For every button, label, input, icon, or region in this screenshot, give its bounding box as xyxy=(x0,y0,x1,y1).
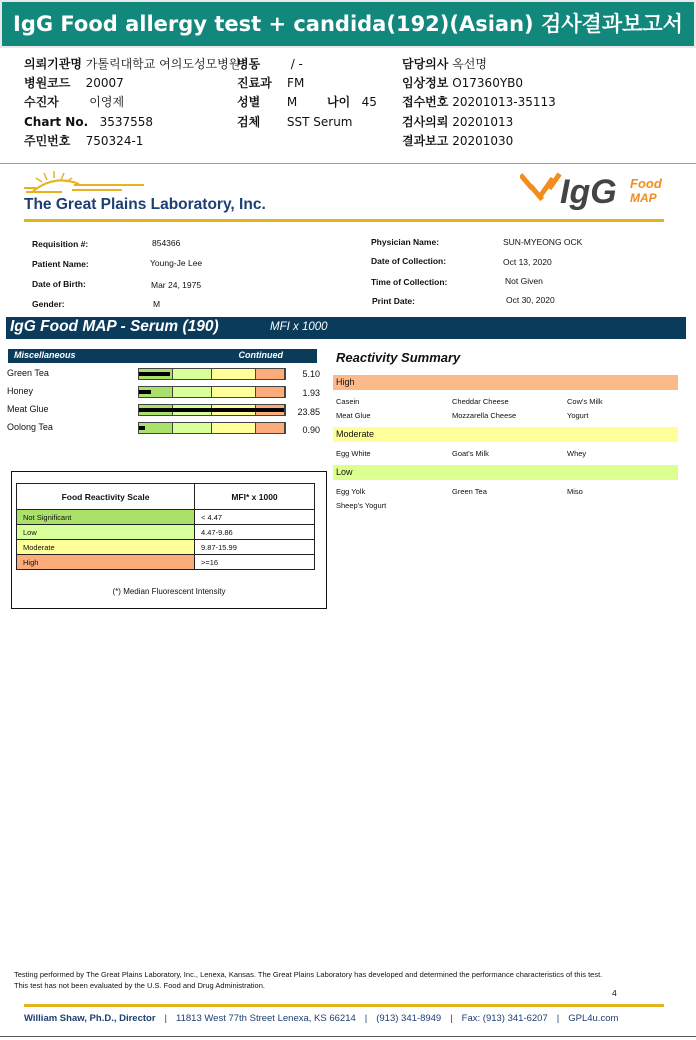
reactivity-scale-table xyxy=(16,483,315,570)
reactivity-scale-bar xyxy=(138,368,286,380)
summary-item: Goat's Milk xyxy=(452,449,489,458)
header-field-sex: 성별 M xyxy=(237,95,298,109)
food-value-bar xyxy=(139,372,170,376)
summary-item: Mozzarella Cheese xyxy=(452,411,517,420)
misc-header xyxy=(8,349,317,363)
scale-level: Moderate xyxy=(17,540,195,555)
food-value-bar xyxy=(139,390,151,394)
header-field-age: 나이 45 xyxy=(327,95,377,109)
summary-item: Miso xyxy=(567,487,583,496)
disclaimer: Testing performed by The Great Plains Laboratory, Inc., Lenexa, Kansas. The Great Plains Laboratory has developed and determined the performance characteristics of this test. This test has not been evaluated by the U.S. Food and Drug Administration. xyxy=(14,970,603,990)
header-field-resident-no: 주민번호 750324-1 xyxy=(24,134,144,148)
summary-title: Reactivity Summary xyxy=(336,350,461,365)
bottom-border xyxy=(0,1036,696,1037)
footer: William Shaw, Ph.D., Director | 11813 West 77th Street Lenexa, KS 66214 | (913) 341-8949 | Fax: (913) 341-6207 | GPL4u.com xyxy=(24,1013,619,1024)
gender-value: M xyxy=(153,299,161,309)
summary-band-moderate: Moderate xyxy=(333,427,678,442)
requisition-value: 854366 xyxy=(152,238,181,248)
collection-date-label: Date of Collection: xyxy=(371,256,447,266)
patient-name-label: Patient Name: xyxy=(32,259,89,269)
scale-col-header: Food Reactivity Scale xyxy=(17,484,195,510)
summary-item: Yogurt xyxy=(567,411,589,420)
footer-address: 11813 West 77th Street Lenexa, KS 66214 xyxy=(176,1013,356,1024)
food-name: Honey xyxy=(7,386,34,396)
food-value-bar xyxy=(139,426,145,430)
header-field-specimen: 검체 SST Serum xyxy=(237,115,353,129)
section-units: MFI x 1000 xyxy=(270,321,328,333)
scale-range: 4.47-9.86 xyxy=(195,525,315,540)
scale-level: Not Significant xyxy=(17,510,195,525)
summary-item: Egg White xyxy=(336,449,371,458)
summary-band-high: High xyxy=(333,375,678,390)
section-header xyxy=(6,317,686,339)
food-value: 5.10 xyxy=(302,369,320,379)
antibody-icon xyxy=(520,170,564,210)
requisition-label: Requisition #: xyxy=(32,239,89,249)
mfi-col-header: MFI* x 1000 xyxy=(195,484,315,510)
scale-range: 9.87-15.99 xyxy=(195,540,315,555)
summary-item: Cheddar Cheese xyxy=(452,397,509,406)
food-name: Oolong Tea xyxy=(7,422,53,432)
header-field-receipt-no: 접수번호 20201013-35113 xyxy=(402,95,556,109)
reactivity-scale-bar xyxy=(138,386,286,398)
footer-web[interactable]: GPL4u.com xyxy=(568,1013,619,1024)
scale-level: Low xyxy=(17,525,195,540)
header-field-doctor: 담당의사 옥선명 xyxy=(402,57,487,71)
food-value: 0.90 xyxy=(302,425,320,435)
food-value: 1.93 xyxy=(302,388,320,398)
scale-range: < 4.47 xyxy=(195,510,315,525)
food-value-bar xyxy=(139,408,284,412)
footer-director: William Shaw, Ph.D., Director xyxy=(24,1013,156,1024)
footer-fax: Fax: (913) 341-6207 xyxy=(461,1013,548,1024)
summary-item: Egg Yolk xyxy=(336,487,366,496)
scale-level: High xyxy=(17,555,195,570)
print-date-label: Print Date: xyxy=(372,296,415,306)
summary-item: Sheep's Yogurt xyxy=(336,501,387,510)
logo-igg-text: IgG xyxy=(560,173,617,211)
reactivity-scale-bar xyxy=(138,422,286,434)
reactivity-scale-bar xyxy=(138,404,286,416)
collection-time-value: Not Given xyxy=(505,276,543,286)
header-field-hospital-code: 병원코드 20007 xyxy=(24,76,124,90)
header-field-ward: 병동 / - xyxy=(237,57,303,71)
misc-continued: Continued xyxy=(238,350,283,360)
scale-row xyxy=(17,510,315,525)
logo-food-text: Food xyxy=(630,176,662,191)
header-field-report-date: 결과보고 20201030 xyxy=(402,134,514,148)
header-field-chart-no: Chart No. 3537558 xyxy=(24,115,154,129)
header-field-department: 진료과 FM xyxy=(237,76,305,90)
summary-band-low: Low xyxy=(333,465,678,480)
report-title: IgG Food allergy test + candida(192)(Asian) 검사결과보고서 xyxy=(0,0,696,48)
summary-item: Green Tea xyxy=(452,487,487,496)
collection-date-value: Oct 13, 2020 xyxy=(503,257,552,267)
patient-name-value: Young-Je Lee xyxy=(150,258,203,268)
igg-food-map-logo xyxy=(520,170,670,220)
sunrise-logo-icon xyxy=(24,170,144,196)
summary-item: Cow's Milk xyxy=(567,397,603,406)
scale-footnote: (*) Median Fluorescent Intensity xyxy=(112,587,226,596)
page-number: 4 xyxy=(612,988,617,998)
summary-item: Casein xyxy=(336,397,360,406)
food-value: 23.85 xyxy=(297,407,320,417)
header-divider xyxy=(0,163,696,164)
section-title: IgG Food MAP - Serum (190) xyxy=(10,318,219,335)
header-field-patient: 수진자 이영제 xyxy=(24,95,125,109)
scale-row xyxy=(17,555,315,570)
summary-item: Whey xyxy=(567,449,587,458)
lab-name: The Great Plains Laboratory, Inc. xyxy=(24,196,266,213)
print-date-value: Oct 30, 2020 xyxy=(506,295,555,305)
misc-heading: Miscellaneous xyxy=(14,350,76,360)
collection-time-label: Time of Collection: xyxy=(371,277,448,287)
food-name: Green Tea xyxy=(7,368,49,378)
logo-map-text: MAP xyxy=(630,191,657,205)
gender-label: Gender: xyxy=(32,299,65,309)
top-gold-rule xyxy=(24,219,664,222)
header-field-clinical-info: 임상정보 O17360YB0 xyxy=(402,76,524,90)
header-field-institution: 의뢰기관명 가톨릭대학교 여의도성모병원 xyxy=(24,57,241,71)
physician-label: Physician Name: xyxy=(371,237,440,247)
dob-value: Mar 24, 1975 xyxy=(151,280,202,290)
scale-row xyxy=(17,540,315,555)
scale-row xyxy=(17,525,315,540)
footer-phone: (913) 341-8949 xyxy=(376,1013,442,1024)
food-name: Meat Glue xyxy=(7,404,49,414)
summary-item: Meat Glue xyxy=(336,411,371,420)
scale-range: >=16 xyxy=(195,555,315,570)
physician-value: SUN-MYEONG OCK xyxy=(503,237,583,247)
bottom-gold-rule xyxy=(24,1004,664,1007)
header-field-request-date: 검사의뢰 20201013 xyxy=(402,115,514,129)
dob-label: Date of Birth: xyxy=(32,279,86,289)
